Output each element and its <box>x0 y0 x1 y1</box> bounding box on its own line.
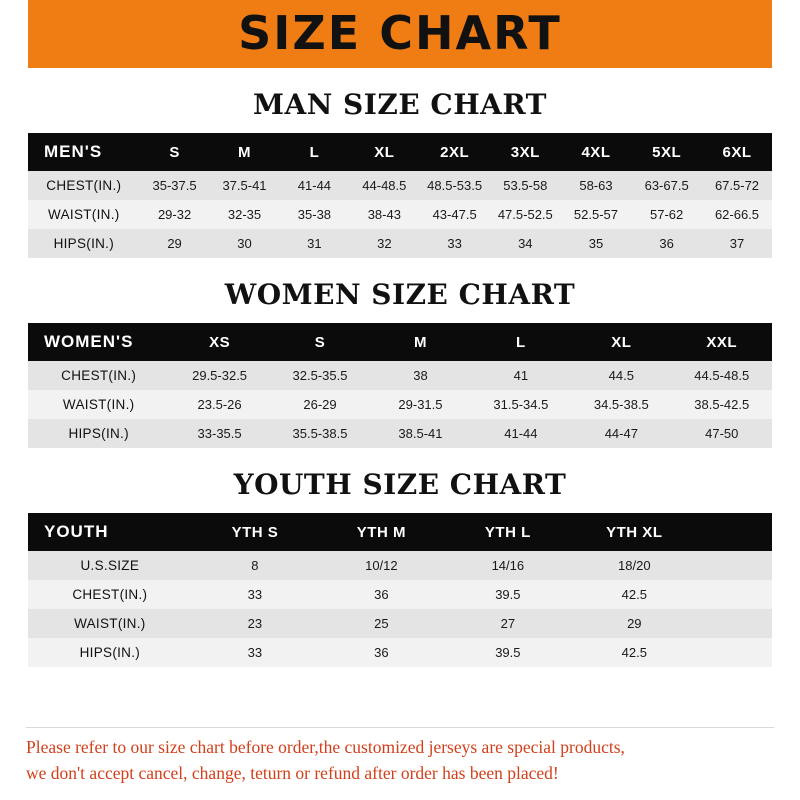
men-waist-l: 35-38 <box>279 200 349 229</box>
men-hips-6xl: 37 <box>702 229 772 258</box>
table-row <box>28 551 772 580</box>
youth-chest-s: 33 <box>192 580 318 609</box>
women-row-label-chest: CHEST(IN.) <box>28 361 169 390</box>
men-table-wrap <box>0 133 800 258</box>
youth-hips-spacer <box>698 638 772 667</box>
women-header-s: S <box>270 323 370 361</box>
table-row <box>28 200 772 229</box>
youth-header-yth-l: YTH L <box>445 513 571 551</box>
men-hips-xl: 32 <box>349 229 419 258</box>
women-header-m: M <box>370 323 470 361</box>
men-hips-s: 29 <box>140 229 210 258</box>
women-waist-xxl: 38.5-42.5 <box>672 390 772 419</box>
women-chest-l: 41 <box>471 361 571 390</box>
men-chest-3xl: 53.5-58 <box>490 171 561 200</box>
women-hips-m: 38.5-41 <box>370 419 470 448</box>
women-header-xxl: XXL <box>672 323 772 361</box>
table-row <box>28 361 772 390</box>
women-header-xs: XS <box>169 323 269 361</box>
men-row-label-waist: WAIST(IN.) <box>28 200 140 229</box>
women-hips-l: 41-44 <box>471 419 571 448</box>
footer-divider <box>26 727 774 728</box>
men-waist-6xl: 62-66.5 <box>702 200 772 229</box>
youth-chest-m: 36 <box>318 580 444 609</box>
footer-note <box>0 735 800 786</box>
women-hips-xxl: 47-50 <box>672 419 772 448</box>
women-row-label-waist: WAIST(IN.) <box>28 390 169 419</box>
women-header-row <box>28 323 772 361</box>
women-chest-xxl: 44.5-48.5 <box>672 361 772 390</box>
women-chest-s: 32.5-35.5 <box>270 361 370 390</box>
women-chest-xl: 44.5 <box>571 361 671 390</box>
table-row <box>28 171 772 200</box>
men-header-4xl: 4XL <box>561 133 632 171</box>
youth-header-spacer <box>698 513 772 551</box>
women-chest-m: 38 <box>370 361 470 390</box>
women-header-l: L <box>471 323 571 361</box>
youth-table-wrap <box>0 513 800 667</box>
men-header-s: S <box>140 133 210 171</box>
women-waist-l: 31.5-34.5 <box>471 390 571 419</box>
men-chest-6xl: 67.5-72 <box>702 171 772 200</box>
youth-ussize-spacer <box>698 551 772 580</box>
men-header-xl: XL <box>349 133 419 171</box>
youth-size-table <box>28 513 772 667</box>
youth-hips-xl: 42.5 <box>571 638 697 667</box>
men-row-label-hips: HIPS(IN.) <box>28 229 140 258</box>
youth-waist-spacer <box>698 609 772 638</box>
header-banner <box>0 0 800 68</box>
youth-chest-spacer <box>698 580 772 609</box>
men-header-6xl: 6XL <box>702 133 772 171</box>
table-row <box>28 390 772 419</box>
table-row <box>28 609 772 638</box>
page-title: SIZE CHART <box>238 6 562 60</box>
men-chest-5xl: 63-67.5 <box>631 171 702 200</box>
youth-waist-xl: 29 <box>571 609 697 638</box>
men-header-l: L <box>279 133 349 171</box>
footer-note-line2: we don't accept cancel, change, teturn or refund after order has been placed! <box>26 762 559 783</box>
table-row <box>28 638 772 667</box>
section-title-women: WOMEN SIZE CHART <box>224 278 576 311</box>
youth-row-label-ussize: U.S.SIZE <box>28 551 192 580</box>
youth-header-yth-s: YTH S <box>192 513 318 551</box>
youth-chest-xl: 42.5 <box>571 580 697 609</box>
youth-chest-l: 39.5 <box>445 580 571 609</box>
men-hips-3xl: 34 <box>490 229 561 258</box>
youth-waist-l: 27 <box>445 609 571 638</box>
women-row-label-hips: HIPS(IN.) <box>28 419 169 448</box>
men-hips-m: 30 <box>210 229 280 258</box>
youth-row-label-hips: HIPS(IN.) <box>28 638 192 667</box>
youth-hips-l: 39.5 <box>445 638 571 667</box>
men-hips-5xl: 36 <box>631 229 702 258</box>
women-header-label: WOMEN'S <box>28 323 169 361</box>
youth-ussize-l: 14/16 <box>445 551 571 580</box>
men-header-2xl: 2XL <box>419 133 490 171</box>
men-waist-4xl: 52.5-57 <box>561 200 632 229</box>
men-size-table <box>28 133 772 258</box>
women-waist-s: 26-29 <box>270 390 370 419</box>
men-hips-l: 31 <box>279 229 349 258</box>
men-header-5xl: 5XL <box>631 133 702 171</box>
women-table-wrap <box>0 323 800 448</box>
youth-header-label: YOUTH <box>28 513 192 551</box>
women-waist-m: 29-31.5 <box>370 390 470 419</box>
men-waist-2xl: 43-47.5 <box>419 200 490 229</box>
men-chest-xl: 44-48.5 <box>349 171 419 200</box>
men-hips-2xl: 33 <box>419 229 490 258</box>
men-chest-s: 35-37.5 <box>140 171 210 200</box>
table-row <box>28 229 772 258</box>
men-header-m: M <box>210 133 280 171</box>
men-chest-l: 41-44 <box>279 171 349 200</box>
footer-note-line1: Please refer to our size chart before order,the customized jerseys are special products, <box>26 737 625 758</box>
youth-hips-m: 36 <box>318 638 444 667</box>
youth-waist-s: 23 <box>192 609 318 638</box>
women-chest-xs: 29.5-32.5 <box>169 361 269 390</box>
youth-ussize-xl: 18/20 <box>571 551 697 580</box>
women-hips-s: 35.5-38.5 <box>270 419 370 448</box>
women-waist-xs: 23.5-26 <box>169 390 269 419</box>
men-waist-xl: 38-43 <box>349 200 419 229</box>
youth-header-yth-m: YTH M <box>318 513 444 551</box>
men-row-label-chest: CHEST(IN.) <box>28 171 140 200</box>
men-waist-m: 32-35 <box>210 200 280 229</box>
men-waist-5xl: 57-62 <box>631 200 702 229</box>
men-waist-s: 29-32 <box>140 200 210 229</box>
men-hips-4xl: 35 <box>561 229 632 258</box>
men-header-row <box>28 133 772 171</box>
men-chest-4xl: 58-63 <box>561 171 632 200</box>
youth-hips-s: 33 <box>192 638 318 667</box>
women-size-table <box>28 323 772 448</box>
men-chest-2xl: 48.5-53.5 <box>419 171 490 200</box>
women-hips-xs: 33-35.5 <box>169 419 269 448</box>
men-header-label: MEN'S <box>28 133 140 171</box>
youth-header-row <box>28 513 772 551</box>
youth-header-yth-xl: YTH XL <box>571 513 697 551</box>
youth-waist-m: 25 <box>318 609 444 638</box>
section-title-men: MAN SIZE CHART <box>253 88 547 121</box>
section-title-youth: YOUTH SIZE CHART <box>233 468 567 501</box>
women-header-xl: XL <box>571 323 671 361</box>
women-waist-xl: 34.5-38.5 <box>571 390 671 419</box>
men-header-3xl: 3XL <box>490 133 561 171</box>
table-row <box>28 419 772 448</box>
table-row <box>28 580 772 609</box>
men-waist-3xl: 47.5-52.5 <box>490 200 561 229</box>
youth-row-label-chest: CHEST(IN.) <box>28 580 192 609</box>
youth-ussize-m: 10/12 <box>318 551 444 580</box>
youth-ussize-s: 8 <box>192 551 318 580</box>
men-chest-m: 37.5-41 <box>210 171 280 200</box>
youth-row-label-waist: WAIST(IN.) <box>28 609 192 638</box>
women-hips-xl: 44-47 <box>571 419 671 448</box>
